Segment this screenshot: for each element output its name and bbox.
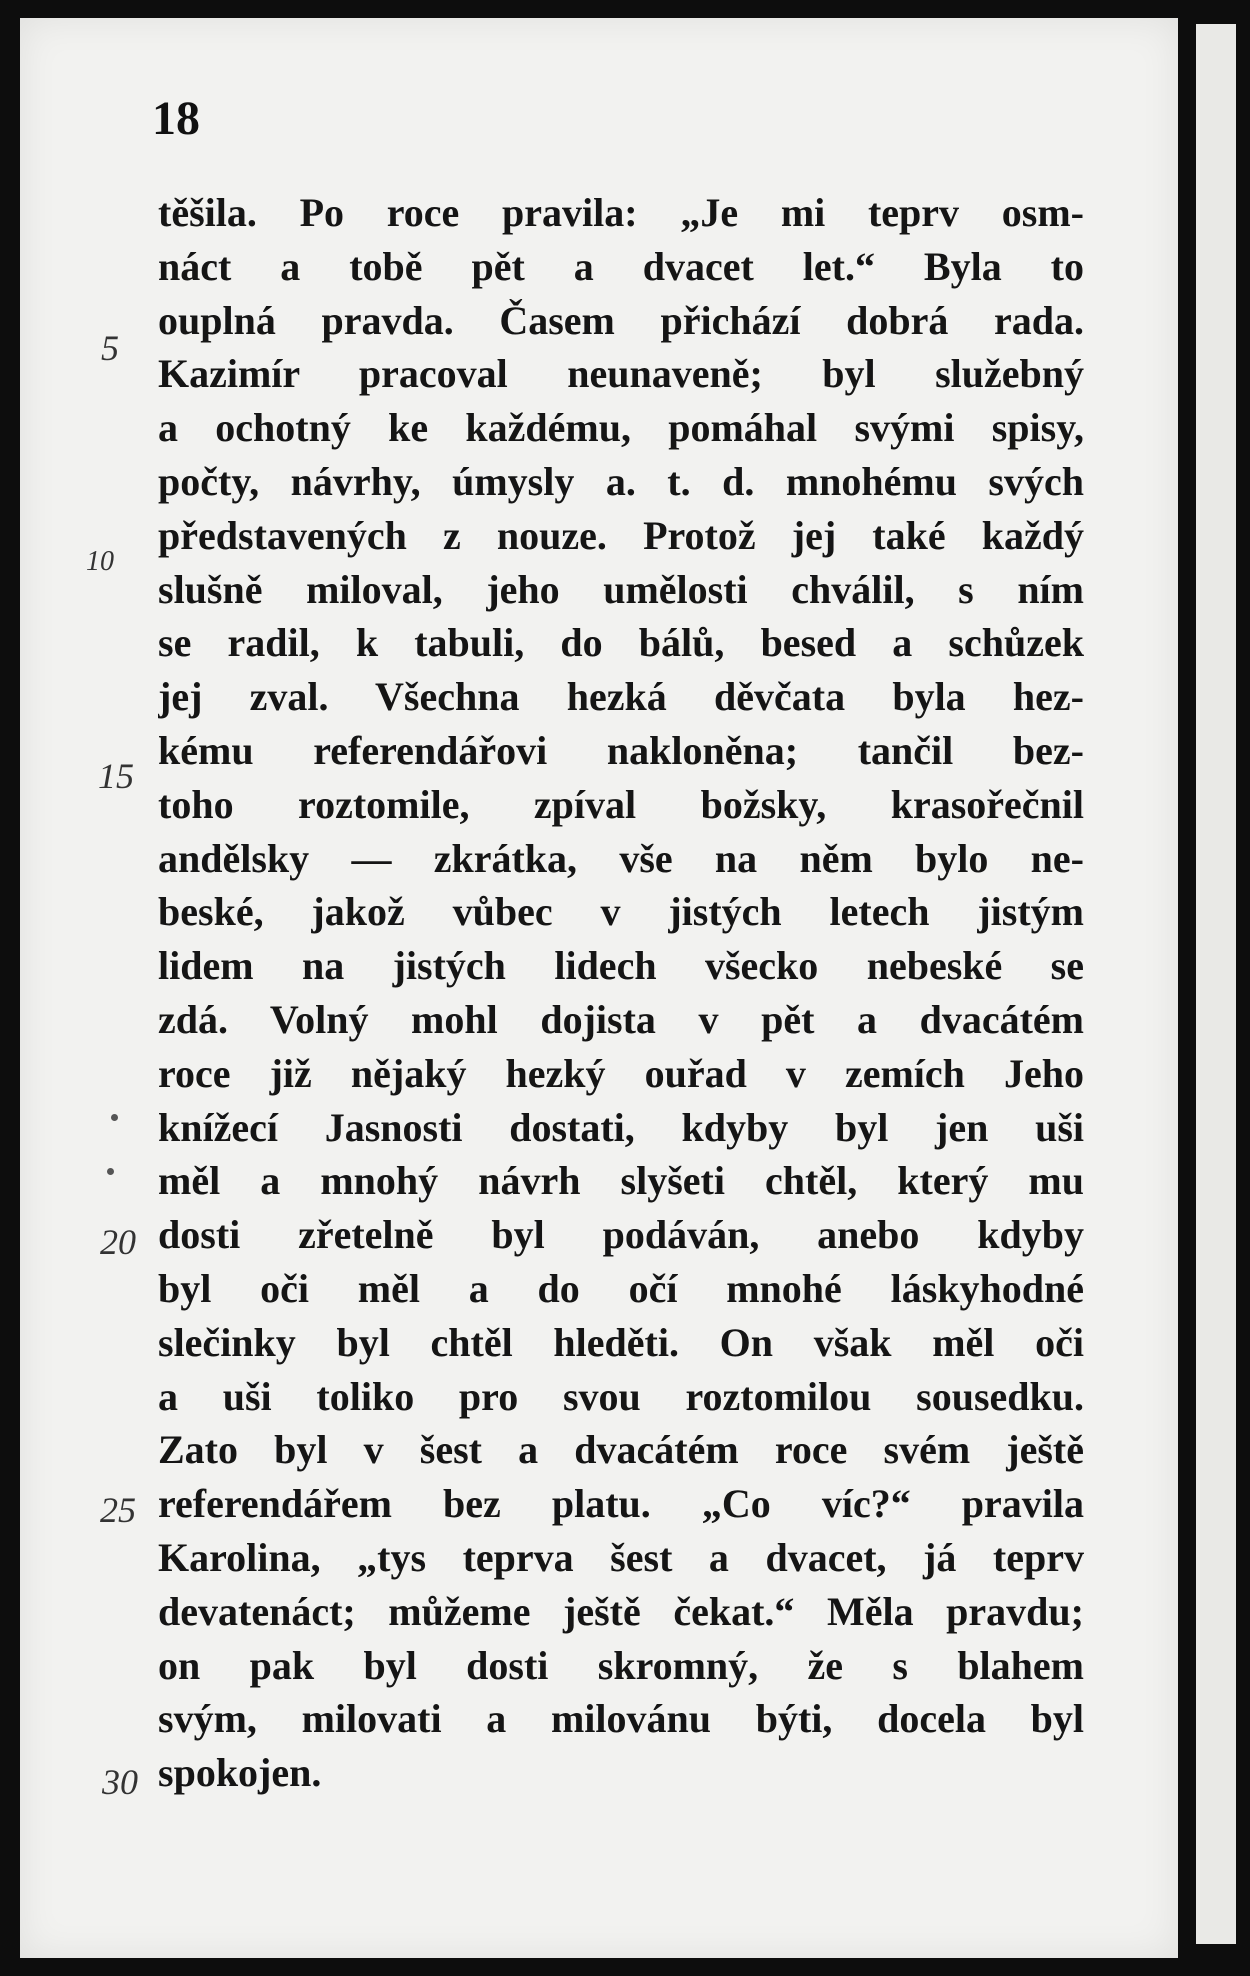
margin-line-number-5: 5 — [101, 328, 119, 368]
text-line: Kazimír pracoval neunaveně; byl služebný — [158, 351, 1084, 397]
text-line: slušně miloval, jeho umělosti chválil, s ním — [158, 566, 1084, 612]
text-line: náct a tobě pět a dvacet let.“ Byla to — [158, 243, 1084, 289]
text-line: dosti zřetelně byl podáván, anebo kdyby — [158, 1212, 1084, 1258]
text-line: byl oči měl a do očí mnohé láskyhodné — [158, 1265, 1084, 1311]
text-line: a uši toliko pro svou roztomilou sousedku. — [158, 1373, 1084, 1419]
text-line: a ochotný ke každému, pomáhal svými spisy, — [158, 405, 1084, 451]
text-line: těšila. Po roce pravila: „Je mi teprv osm- — [158, 190, 1084, 235]
margin-line-number-20: 20 — [100, 1222, 136, 1262]
ink-speck — [111, 1114, 118, 1121]
margin-line-number-15: 15 — [98, 756, 134, 796]
text-line: on pak byl dosti skromný, že s blahem — [158, 1642, 1084, 1688]
text-line: představených z nouze. Protož jej také každý — [158, 512, 1084, 558]
text-line: kému referendářovi nakloněna; tančil bez- — [158, 727, 1084, 773]
text-line: lidem na jistých lidech všecko nebeské se — [158, 943, 1084, 989]
text-line: Zato byl v šest a dvacátém roce svém ještě — [158, 1427, 1084, 1473]
ink-speck — [107, 1168, 114, 1175]
text-line: zdá. Volný mohl dojista v pět a dvacátém — [158, 996, 1084, 1042]
text-line: ouplná pravda. Časem přichází dobrá rada. — [158, 297, 1084, 343]
text-line: jej zval. Všechna hezká děvčata byla hez- — [158, 674, 1084, 720]
text-line: devatenáct; můžeme ještě čekat.“ Měla pravdu; — [158, 1588, 1084, 1634]
text-line: roce již nějaký hezký ouřad v zemích Jeho — [158, 1050, 1084, 1096]
margin-line-number-10: 10 — [86, 546, 114, 577]
text-line: slečinky byl chtěl hleděti. On však měl oči — [158, 1319, 1084, 1365]
text-line: spokojen. — [158, 1750, 322, 1796]
text-line: svým, milovati a milovánu býti, docela byl — [158, 1696, 1084, 1742]
text-line: toho roztomile, zpíval božsky, krasořečnil — [158, 781, 1084, 827]
page-body-text — [158, 186, 1084, 1800]
text-line: andělsky — zkrátka, vše na něm bylo ne- — [158, 835, 1084, 881]
text-line: počty, návrhy, úmysly a. t. d. mnohému svých — [158, 458, 1084, 504]
text-line: knížecí Jasnosti dostati, kdyby byl jen uši — [158, 1104, 1084, 1150]
next-page-edge — [1196, 24, 1236, 1944]
text-line: referendářem bez platu. „Co víc?“ pravila — [158, 1481, 1084, 1527]
margin-line-number-25: 25 — [100, 1490, 136, 1530]
page-number: 18 — [152, 92, 200, 145]
text-line: Karolina, „tys teprva šest a dvacet, já teprv — [158, 1534, 1084, 1580]
margin-line-number-30: 30 — [102, 1762, 138, 1802]
text-line: měl a mnohý návrh slyšeti chtěl, který mu — [158, 1158, 1084, 1204]
text-line: se radil, k tabuli, do bálů, besed a schůzek — [158, 620, 1084, 666]
text-line: beské, jakož vůbec v jistých letech jistým — [158, 889, 1084, 935]
